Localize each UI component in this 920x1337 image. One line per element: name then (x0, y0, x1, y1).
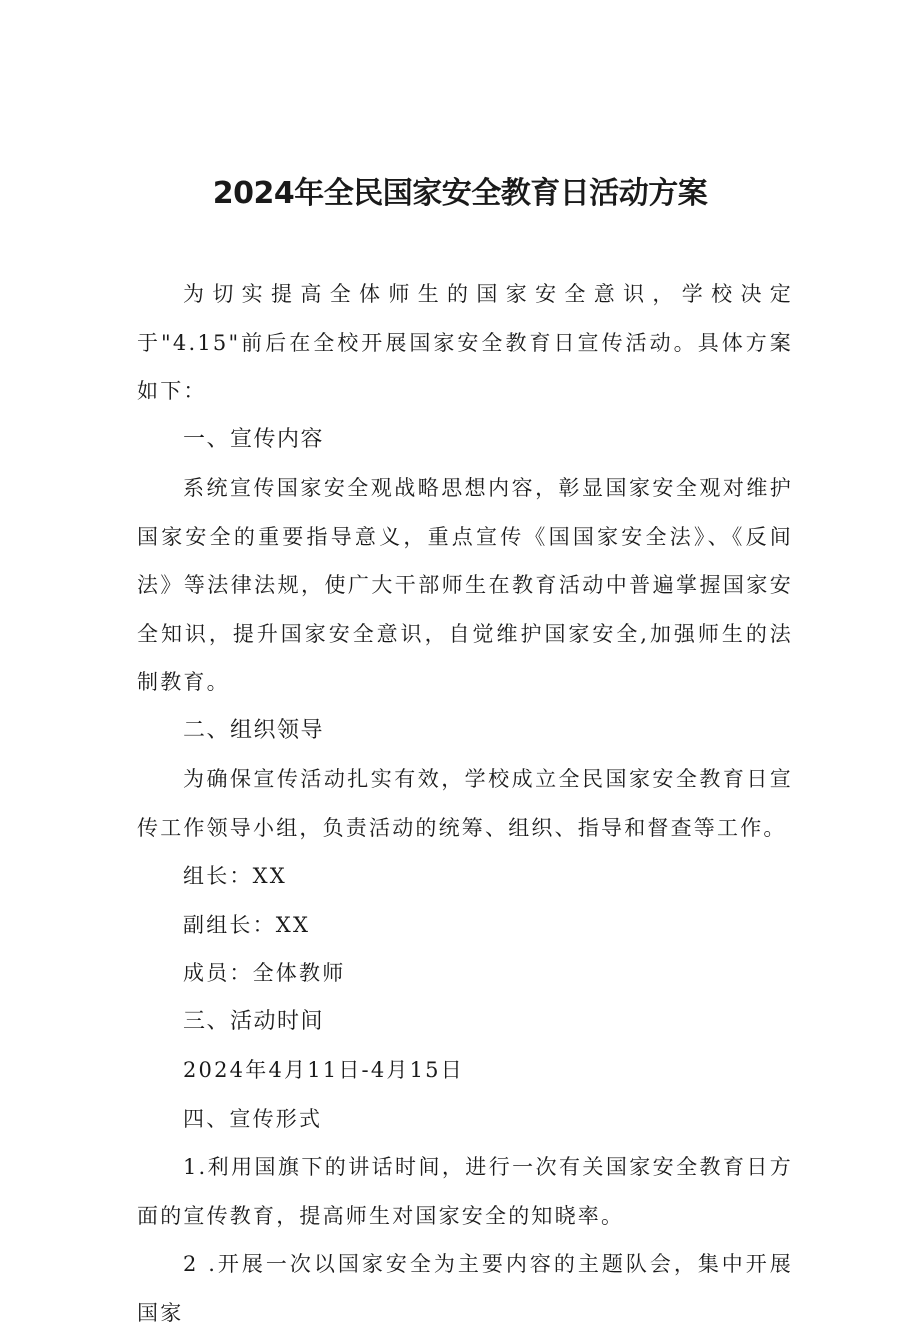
section-heading-organization: 二、组织领导 (183, 717, 325, 743)
intro-paragraph: 为切实提高全体师生的国家安全意识，学校决定于"4.15"前后在全校开展国家安全教育日宣传活动。具体方案如下： (137, 282, 793, 403)
vice-leader-line: 副组长：XX (183, 912, 311, 937)
activity-time-line: 2024年4月11日-4月15日 (183, 1058, 464, 1082)
publicity-form-item-1: 1.利用国旗下的讲话时间，进行一次有关国家安全教育日方面的宣传教育，提高师生对国家安全的知晓率。 (137, 1155, 793, 1228)
members-line: 成员：全体教师 (183, 961, 346, 985)
publicity-form-item-2: 2 .开展一次以国家安全为主要内容的主题队会，集中开展国家 (137, 1252, 793, 1325)
publicity-content-paragraph: 系统宣传国家安全观战略思想内容，彰显国家安全观对维护国家安全的重要指导意义，重点宣传《国国家安全法》、《反间法》等法律法规，使广大干部师生在教育活动中普遍掌握国家安全知识，提升国家安全意识，自觉维护国家安全,加强师生的法制教育。 (137, 476, 793, 694)
section-heading-activity-time: 三、活动时间 (183, 1008, 325, 1034)
group-leader-line: 组长：XX (183, 864, 287, 888)
document-body (137, 270, 793, 1337)
organization-paragraph: 为确保宣传活动扎实有效，学校成立全民国家安全教育日宣传工作领导小组，负责活动的统筹、组织、指导和督查等工作。 (137, 767, 793, 840)
document-title: 2024年全民国家安全教育日活动方案 (212, 176, 708, 211)
section-heading-publicity-forms: 四、宣传形式 (183, 1106, 323, 1131)
section-heading-publicity-content: 一、宣传内容 (183, 426, 325, 452)
